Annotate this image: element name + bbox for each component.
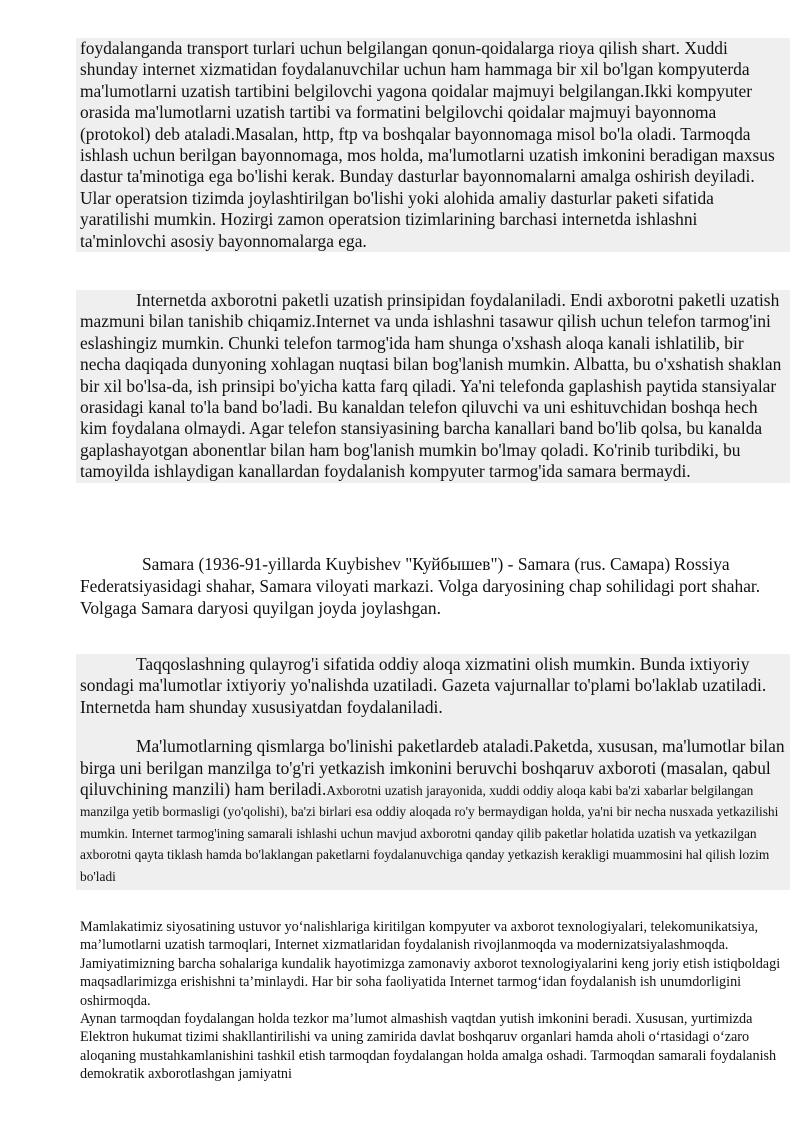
network-paragraph: Aynan tarmoqdan foydalangan holda tezkor ma’lumot almashish vaqtdan yutish imkonini beradi. Xususan, yurtimizda Elektron hukumat tizimi shakllantirilishi va uning zamirida davlat boshqaruv organlari hamda aholi o‘rtasidagi o‘zaro aloqaning mustahkamlanishini tashkil etish tarmoqdan foydalangan holda amalga oshadi. Tarmoqdan samarali foydalanish demokratik axborotlashgan jamiyatni [80,1011,777,1083]
comparison-paragraph: Taqqoslashning qulayrog'i sifatida oddiy aloqa xizmatini olish mumkin. Bunda ixtiyoriy sondagi ma'lumotlar ixtiyoriy yo'nalishda uzatiladi. Gazeta vajurnallar to'plami bo'laklab uzatiladi. Internetda ham shunday xususiyatdan foydalaniladi. [80,654,767,717]
policy-section [76,918,790,1084]
comparison-section [76,654,790,890]
packet-transfer-section [76,290,790,483]
packets-small-text: Axborotni uzatish jarayonida, xuddi oddiy aloqa kabi ba'zi xabarlar belgilangan manzilga yetib bormasligi (yo'qolishi), ba'zi birlari esa oddiy aloqada ro'y bermaydigan holda, ya'ni bir necha nusxada yetkazilishi mumkin. Internet tarmog'ining samarali ishlashi uchun mavjud axborotni qanday qilib paketlar holatida uzatish va yetkazilgan axborotni qayta tiklash hamda bo'laklangan paketlarni foydalanuvchiga qanday yetkazish kerakligi muammosini hal qilish lozim bo'ladi [80,783,779,884]
samara-section [80,553,790,619]
intro-paragraph: foydalanganda transport turlari uchun belgilangan qonun-qoidalarga rioya qilish shart. Xuddi shunday internet xizmatidan foydalanuvchilar uchun ham hammaga bir xil bo'lgan kompyuterda ma'lumotlarni uzatish tartibini belgilovchi yagona qoidalar majmuyi belgilangan.Ikki kompyuter orasida ma'lumotlarni uzatish tartibi va formatini belgilovchi qoidalar majmuyi bayonnoma (protokol) deb ataladi.Masalan, http, ftp va boshqalar bayonnomaga misol bo'la oladi. Tarmoqda ishlash uchun berilgan bayonnomaga, mos holda, ma'lumotlarni uzatish imkonini beradigan maxsus dastur ta'minotiga ega bo'lishi kerak. Bunday dasturlar bayonnomalarni amalga oshirish deyiladi. Ular operatsion tizimda joylashtirilgan bo'lishi yoki alohida amaliy dasturlar paketi sifatida yaratilishi mumkin. Hozirgi zamon operatsion tizimlarining barchasi internetda ishlashni ta'minlovchi asosiy bayonnomalarga ega. [80,38,775,251]
packet-transfer-paragraph: Internetda axborotni paketli uzatish prinsipidan foydalaniladi. Endi axborotni paketli uzatish mazmuni bilan tanishib chiqamiz.Internet va unda ishlashni tasawur qilish uchun telefon tarmog'ini eslashingiz mumkin. Chunki telefon tarmog'ida ham shunga o'xshash aloqa kanali ishlatilib, bir necha daqiqada dunyoning xohlagan nuqtasi bilan bog'lanish mumkin. Albatta, bu o'xshatish shaklan bir xil bo'lsa-da, ish prinsipi bo'yicha katta farq qiladi. Ya'ni telefonda gaplashish paytida stansiyalar orasidagi kanal to'la band bo'ladi. Bu kanaldan telefon qiluvchi va uni eshituvchidan boshqa hech kim foydalana olmaydi. Agar telefon stansiyasining barcha kanallari band bo'lib qolsa, bu kanalda gaplashayotgan abonentlar bilan ham bog'lanish mumkin bo'lmay qoladi. Ko'rinib turibdiki, bu tamoyilda ishlaydigan kanallardan foydalanish kompyuter tarmog'ida samara bermaydi. [80,290,782,482]
intro-section [76,38,790,252]
policy-paragraph: Mamlakatimiz siyosatining ustuvor yo‘nalishlariga kiritilgan kompyuter va axborot texnologiyalari, telekomunikatsiya, ma’lumotlarni uzatish tarmoqlari, Internet xizmatlaridan foydalanish rivojlanmoqda va modernizatsiyalashmoqda. Jamiyatimizning barcha sohalariga kundalik hayotimizga zamonaviy axborot texnologiyalarini keng joriy etish istiqboldagi maqsadlarimizga erishishni ta’minlaydi. Har bir soha faoliyatida Internet tarmog‘idan foydalanish ish unumdorligini oshirmoqda. [80,919,781,1009]
samara-paragraph: Samara (1936-91-yillarda Kuybishev "Куйбышев") - Samara (rus. Самара) Rossiya Federatsiyasidagi shahar, Samara viloyati markazi. Volga daryosining chap sohilidagi port shahar. Volgaga Samara daryosi quyilgan joyda joylashgan. [80,554,761,618]
packets-paragraph [80,736,786,886]
packets-main-text: Ma'lumotlarning qismlarga bo'linishi paketlardeb ataladi.Paketda, xususan, ma'lumotlar bilan birga uni berilgan manzilga to'g'ri yetkazish imkonini beruvchi boshqaruv axboroti (masalan, qabul qiluvchining manzili) ham beriladi. [80,736,785,800]
